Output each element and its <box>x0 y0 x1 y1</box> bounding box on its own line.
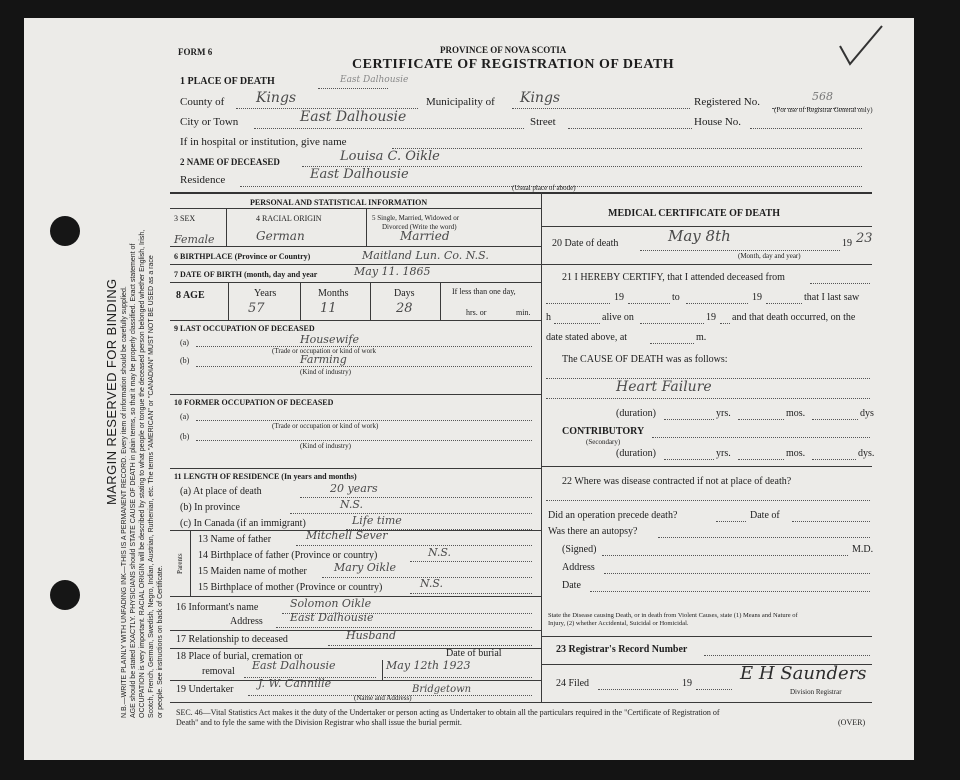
hospital-label: If in hospital or institution, give name <box>180 136 347 148</box>
informant-address-label: Address <box>230 616 263 627</box>
house-no-label: House No. <box>694 116 742 128</box>
father-name-value: Mitchell Sever <box>306 529 388 542</box>
birthplace-label: 6 BIRTHPLACE (Province or Country) <box>174 252 311 261</box>
at-place-label: (a) At place of death <box>180 486 262 497</box>
last-occupation-label: 9 LAST OCCUPATION OF DECEASED <box>174 324 315 333</box>
duration-label-2: (duration) <box>616 448 656 459</box>
undertaker-value: J. W. Cannille <box>258 677 332 690</box>
violent-causes-note-1: State the Disease causing Death, or in death from Violent Causes, state (1) Means and Nature of <box>548 612 798 619</box>
certify-line: 21 I HEREBY CERTIFY, that I attended deceased from <box>562 272 785 283</box>
last-occ-a-label: (a) <box>180 338 189 347</box>
date-of-death-value: May 8th <box>668 227 731 245</box>
mos-label-2: mos. <box>786 448 806 459</box>
registrar-record-label: 23 Registrar's Record Number <box>556 644 688 655</box>
place-of-death-value: East Dalhousie <box>340 75 409 85</box>
certify-19c: 19 <box>706 312 716 323</box>
father-name-label: 13 Name of father <box>198 534 272 545</box>
length-residence-label: 11 LENGTH OF RESIDENCE (In years and months) <box>174 472 357 481</box>
marital-value: Married <box>400 229 450 243</box>
over-label: (OVER) <box>838 718 866 727</box>
secondary-note: (Secondary) <box>586 438 621 446</box>
sex-label: 3 SEX <box>174 214 196 223</box>
trade-note-2: (Trade or occupation or kind of work) <box>272 422 379 430</box>
certify-m: m. <box>696 332 707 343</box>
date-of-birth-value: May 11. 1865 <box>354 265 431 278</box>
birthplace-value: Maitland Lun. Co. N.S. <box>362 249 489 262</box>
name-of-deceased-label: 2 NAME OF DECEASED <box>180 157 280 167</box>
burial-date-value: May 12th 1923 <box>386 659 471 672</box>
years-label: Years <box>254 288 277 299</box>
age-years-value: 57 <box>248 301 265 316</box>
dys-label-2: dys. <box>858 448 875 459</box>
former-occupation-label: 10 FORMER OCCUPATION OF DECEASED <box>174 398 334 407</box>
place-of-death-label: 1 PLACE OF DEATH <box>180 76 275 87</box>
name-of-deceased-value: Louisa C. Oikle <box>340 149 440 164</box>
municipality-label: Municipality of <box>426 96 495 108</box>
former-occ-b-label: (b) <box>180 432 190 441</box>
mother-name-value: Mary Oikle <box>334 561 397 574</box>
last-occupation-a-value: Housewife <box>300 333 359 346</box>
last-occupation-b-value: Farming <box>300 353 347 366</box>
age-label: 8 AGE <box>176 290 205 301</box>
physician-address-label: Address <box>562 562 595 573</box>
medical-header: MEDICAL CERTIFICATE OF DEATH <box>608 208 780 219</box>
registered-no-value: 568 <box>812 90 833 103</box>
undertaker-address-value: Bridgetown <box>412 684 472 695</box>
filed-label: 24 Filed <box>556 678 590 689</box>
city-label: City or Town <box>180 116 239 128</box>
date-of-death-note: (Month, day and year) <box>738 252 801 260</box>
date-of-birth-label: 7 DATE OF BIRTH (month, day and year <box>174 270 318 279</box>
signed-label: (Signed) <box>562 544 597 555</box>
check-mark-icon <box>836 22 886 72</box>
months-label: Months <box>318 288 349 299</box>
street-label: Street <box>530 116 556 128</box>
date-of-burial-label: Date of burial <box>446 648 502 659</box>
parents-label: Parents <box>176 553 184 574</box>
date-of-death-label: 20 Date of death <box>552 238 619 249</box>
usual-place-note: (Usual place of abode) <box>512 184 576 192</box>
binding-hole-bottom <box>50 580 80 610</box>
relationship-value: Husband <box>346 629 397 642</box>
marital-label: 5 Single, Married, Widowed or <box>372 214 460 222</box>
certify-last-saw: that I last saw <box>804 292 860 303</box>
side-instructions-1: N.B.—WRITE PLAINLY WITH UNFADING INK—THIS IS A PERMANENT RECORD. Every item of information should be carefully supplied. <box>121 286 128 718</box>
sex-value: Female <box>174 233 215 246</box>
in-canada-label: (c) In Canada (if an immigrant) <box>180 518 306 529</box>
residence-value: East Dalhousie <box>310 167 409 182</box>
contributory-label: CONTRIBUTORY <box>562 426 645 437</box>
name-address-note: (Name and Address) <box>354 694 412 702</box>
industry-note-2: (Kind of industry) <box>300 442 351 450</box>
registrar-signature: E H Saunders <box>740 663 867 684</box>
racial-origin-value: German <box>256 229 305 243</box>
certificate-title: CERTIFICATE OF REGISTRATION OF DEATH <box>352 57 675 72</box>
sec46-note-2: Death" and to fyle the same with the Division Registrar who shall issue the burial permit. <box>176 718 462 727</box>
informant-label: 16 Informant's name <box>176 602 259 613</box>
binding-hole-top <box>50 216 80 246</box>
mother-birthplace-label: 15 Birthplace of mother (Province or country) <box>198 582 383 593</box>
informant-value: Solomon Oikle <box>290 597 372 610</box>
hrs-label: hrs. or <box>466 308 487 317</box>
side-instructions-5: or people. See instructions on back of Certificate. <box>157 565 164 718</box>
md-label: M.D. <box>852 544 874 555</box>
death-year-value: 23 <box>856 231 873 246</box>
father-birthplace-label: 14 Birthplace of father (Province or country) <box>198 550 378 561</box>
yrs-label-1: yrs. <box>716 408 731 419</box>
in-province-label: (b) In province <box>180 502 240 513</box>
certify-alive: alive on <box>602 312 634 323</box>
in-province-value: N.S. <box>340 498 364 511</box>
side-instructions-4: Scotch, French, German, Swedish, Negro, Indian, Austrian, Ruthenian, etc. The terms "AMERICAN" or "CANADIAN" MUST NOT BE USED as a race <box>148 255 155 718</box>
personal-info-header: PERSONAL AND STATISTICAL INFORMATION <box>250 198 428 207</box>
racial-origin-label: 4 RACIAL ORIGIN <box>256 214 322 223</box>
sec46-note: SEC. 46—Vital Statistics Act makes it the duty of the Undertaker or person acting as Undertaker to obtain all the particulars required in the "Certificate of Registration of <box>176 708 720 717</box>
age-days-value: 28 <box>396 301 413 316</box>
cause-of-death-label: The CAUSE OF DEATH was as follows: <box>562 354 728 365</box>
disease-contracted-label: 22 Where was disease contracted if not at place of death? <box>562 476 792 487</box>
death-year-prefix: 19 <box>842 238 852 249</box>
certify-date-stated: date stated above, at <box>546 332 628 343</box>
at-place-value: 20 years <box>330 482 378 495</box>
physician-date-label: Date <box>562 580 581 591</box>
age-months-value: 11 <box>320 301 337 316</box>
registrar-general-note: (For use of Registrar General only) <box>774 106 873 114</box>
violent-causes-note-2: Injury, (2) whether Accidental, Suicidal or Homicidal. <box>548 620 689 627</box>
side-instructions-2: AGE should be stated EXACTLY. PHYSICIANS should STATE CAUSE OF DEATH in plain terms, so that it may be properly classified. Exact statement of <box>130 243 137 718</box>
mother-name-label: 15 Maiden name of mother <box>198 566 307 577</box>
relationship-label: 17 Relationship to deceased <box>176 634 288 645</box>
last-occ-b-label: (b) <box>180 356 190 365</box>
division-registrar-label: Division Registrar <box>790 688 842 696</box>
form-number: FORM 6 <box>178 47 213 57</box>
in-canada-value: Life time <box>352 514 402 527</box>
county-label: County of <box>180 96 225 108</box>
city-value: East Dalhousie <box>300 109 407 125</box>
min-label: min. <box>516 308 531 317</box>
certify-h: h <box>546 312 551 323</box>
former-occ-a-label: (a) <box>180 412 189 421</box>
municipality-value: Kings <box>520 90 561 106</box>
dys-label-1: dys <box>860 408 874 419</box>
certify-to: to <box>672 292 680 303</box>
certify-death-occurred: and that death occurred, on the <box>732 312 856 323</box>
mos-label-1: mos. <box>786 408 806 419</box>
autopsy-label: Was there an autopsy? <box>548 526 638 537</box>
registered-no-label: Registered No. <box>694 96 760 108</box>
burial-place-value: East Dalhousie <box>252 659 336 672</box>
operation-date-label: Date of <box>750 510 780 521</box>
certify-19b: 19 <box>752 292 762 303</box>
less-than-day-label: If less than one day, <box>452 287 516 296</box>
certify-19a: 19 <box>614 292 624 303</box>
province-heading: PROVINCE OF NOVA SCOTIA <box>440 45 567 55</box>
yrs-label-2: yrs. <box>716 448 731 459</box>
mother-birthplace-value: N.S. <box>420 577 444 590</box>
father-birthplace-value: N.S. <box>428 546 452 559</box>
county-value: Kings <box>256 90 297 106</box>
margin-reserved-label: MARGIN RESERVED FOR BINDING <box>104 278 119 505</box>
removal-label: removal <box>202 666 235 677</box>
undertaker-label: 19 Undertaker <box>176 684 234 695</box>
residence-label: Residence <box>180 174 226 186</box>
burial-label: 18 Place of burial, cremation or <box>176 651 303 662</box>
days-label: Days <box>394 288 415 299</box>
marital-label-2: Divorced (Write the word) <box>382 223 457 231</box>
duration-label-1: (duration) <box>616 408 656 419</box>
side-instructions-3: OCCUPATION is very important. RACIAL ORIGIN will be described by stating to what people or tongue the deceased person belonged whether English, Irish, <box>139 229 146 718</box>
filed-19: 19 <box>682 678 692 689</box>
operation-label: Did an operation precede death? <box>548 510 678 521</box>
trade-note: (Trade or occupation or kind of work <box>272 347 376 355</box>
cause-of-death-value: Heart Failure <box>616 379 712 395</box>
industry-note: (Kind of industry) <box>300 368 351 376</box>
informant-address-value: East Dalhousie <box>290 611 374 624</box>
